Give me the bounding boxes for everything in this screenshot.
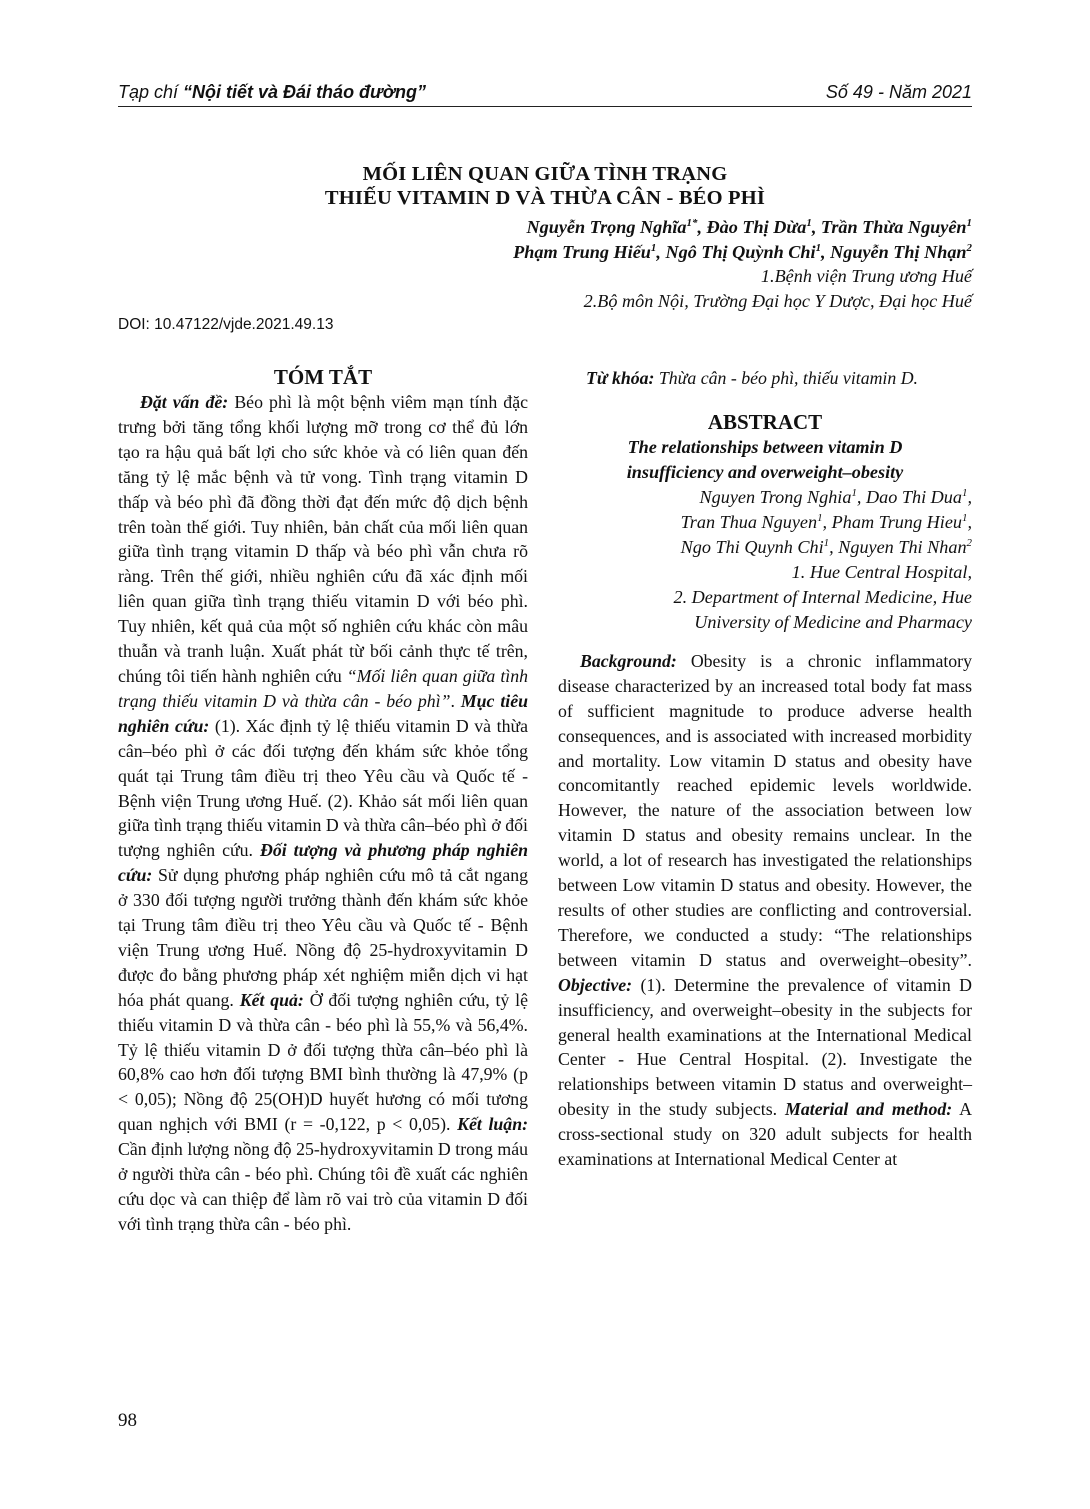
title-line-2: THIẾU VITAMIN D VÀ THỪA CÂN - BÉO PHÌ (324, 187, 766, 209)
running-header-journal (118, 82, 426, 103)
authors-line-1: Nguyễn Trọng Nghĩa$^{1*}$, Đào Thị Dừa$^1$, Trần Thừa Nguyên$^1$ (526, 216, 972, 237)
label-objective-en: Objective: (558, 974, 633, 995)
affiliation-2: 2.Bộ môn Nội, Trường Đại học Y Dược, Đại học Huế (583, 290, 972, 311)
running-header-issue: Số 49 - Năm 2021 (825, 82, 972, 102)
header-rule (118, 106, 972, 107)
abstract-affil-1: 1. Hue Central Hospital, (791, 561, 972, 582)
title-line-1: MỐI LIÊN QUAN GIỮA TÌNH TRẠNG (362, 163, 728, 185)
abstract-title: The relationships between vitamin D insufficiency and overweight–obesity (626, 436, 904, 482)
label-conclusion-vi: Kết luận: (457, 1114, 528, 1135)
abstract-column (558, 366, 972, 1172)
summary-paragraph: Đặt vấn đề: Béo phì là một bệnh viêm mạn tính đặc trưng bởi tăng tổng khối lượng mỡ trong cơ thể đủ lớn tạo ra hậu quả bất lợi cho sức khỏe và có liên quan đến tăng tỷ lệ mắc bệnh và tử vong. Tình trạng vitamin D thấp và béo phì đã đồng thời đạt đến mức độ dịch bệnh trên toàn thế giới. Tuy nhiên, bản chất của mối liên quan giữa tình trạng vitamin D thấp và béo phì vẫn chưa rõ ràng. Trên thế giới, nhiều nghiên cứu đã xác định mối liên quan giữa tình trạng thiếu vitamin D với béo phì. Tuy nhiên, kết quả của một số nghiên cứu khác còn mâu thuẫn và tranh luận. Xuất phát từ bối cảnh thực tế trên, chúng tôi tiến hành nghiên cứu “Mối liên quan giữa tình trạng thiếu vitamin D và thừa cân - béo phì”. Mục tiêu nghiên cứu: (1). Xác định tỷ lệ thiếu vitamin D và thừa cân–béo phì ở các đối tượng đến khám sức khỏe tổng quát tại Trung tâm điều trị theo Yêu cầu và Quốc tế - Bệnh viện Trung ương Huế. (2). Khảo sát mối liên quan giữa tình trạng thiếu vitamin D và thừa cân–béo phì ở đối tượng nghiên cứu. Đối tượng và phương pháp nghiên cứu: Sử dụng phương pháp nghiên cứu mô tả cắt ngang ở 330 đối tượng người trưởng thành đến khám sức khỏe tại Trung tâm điều trị theo Yêu cầu và Quốc tế - Bệnh viện Trung ương Huế. Nồng độ 25-hydroxyvitamin D được đo bằng phương pháp xét nghiệm miễn dịch vi hạt hóa phát quang. Kết quả: Ở đối tượng nghiên cứu, tỷ lệ thiếu vitamin D và thừa cân - béo phì là 55,% và 56,4%. Tỷ lệ thiếu vitamin D ở đối tượng thừa cân–béo phì là 60,8% cao hơn đối tượng BMI bình thường là 47,9% (p < 0,05); Nồng độ 25(OH)D huyết hương có mối tương quan nghịch với BMI (r = -0,122, p < 0,05). Kết luận: Cần định lượng nồng độ 25-hydroxyvitamin D trong máu ở người thừa cân - béo phì. Chúng tôi đề xuất các nghiên cứu dọc và can thiệp để làm rõ vai trò của vitamin D đối với tình trạng thừa cân - béo phì. (118, 392, 529, 1234)
journal-name: “Nội tiết và Đái tháo đường” (183, 82, 426, 102)
abstract-affil-2a: 2. Department of Internal Medicine, Hue (673, 586, 972, 607)
label-results-vi: Kết quả: (239, 989, 304, 1010)
summary-column (118, 364, 528, 1237)
label-keywords: Từ khóa: (586, 368, 655, 388)
article-title (118, 162, 972, 210)
journal-prefix: Tạp chí (118, 82, 184, 102)
abstract-paragraph: Background: Obesity is a chronic inflammatory disease characterized by an increased total body fat mass of sufficient magnitude to produce adverse health consequences, and is associated with increased morbidity and mortality. Low vitamin D status and obesity have concomitantly reached epidemic levels worldwide. However, the nature of the association between low vitamin D status and obesity remains unclear. In the world, a lot of research has investigated the relationships between Low vitamin D status and obesity. However, the results of other studies are conflicting and controversial. Therefore, we conducted a study: “The relationships between vitamin D status and overweight–obesity”. Objective: (1). Determine the prevalence of vitamin D insufficiency, and overweight–obesity in the subjects for general health examinations at the International Medical Center - Hue Central Hospital. (2). Investigate the relationships between vitamin D status and overweight–obesity in the study subjects. Material and method: A cross-sectional study on 320 adult subjects for health examinations at International Medical Center at (558, 650, 972, 1170)
label-method-vi: Đối tượng và phương pháp nghiên cứu: (118, 840, 528, 886)
doi: DOI: 10.47122/vjde.2021.49.13 (118, 316, 334, 333)
abstract-heading: ABSTRACT (707, 409, 823, 434)
label-method-en: Material and method: (785, 1099, 953, 1120)
study-title-vi: “Mối liên quan giữa tình trạng thiếu vitamin D và thừa cân - béo phì” (118, 665, 528, 711)
page-number: 98 (118, 1410, 137, 1431)
authors-line-2: Phạm Trung Hiếu$^1$, Ngô Thị Quỳnh Chi$^1$, Nguyễn Thị Nhạn$^2$ (513, 241, 972, 262)
abstract-authors: Nguyen Trong Nghia$^1$, Dao Thi Dua$^1$, Tran Thua Nguyen$^1$, Pham Trung Hieu$^1$, Ngo Thi Quynh Chi$^1$, Nguyen Thi Nhan$^2$ 1. Hue Central Hospital, 2. Department of Internal Medicine, Hue University of Medicine and Pharmacy (673, 486, 972, 632)
label-objective-vi: Mục tiêu nghiên cứu: (118, 690, 529, 736)
affiliation-1: 1.Bệnh viện Trung ương Huế (760, 266, 972, 286)
label-background-en: Background: (580, 650, 677, 671)
abstract-affil-2b: University of Medicine and Pharmacy (694, 611, 972, 632)
keywords: Từ khóa: Thừa cân - béo phì, thiếu vitamin D. (586, 368, 918, 388)
label-background-vi: Đặt vấn đề: (140, 392, 229, 412)
summary-heading: TÓM TẮT (273, 365, 373, 389)
conclusion-text-vi: Cần định lượng nồng độ 25-hydroxyvitamin D trong máu ở người thừa cân - béo phì. Chúng tôi đề xuất các nghiên cứu dọc và can thiệp để làm rõ vai trò của vitamin D đối với tình trạng thừa cân - béo phì. (118, 1139, 528, 1234)
authors-block (272, 215, 972, 313)
